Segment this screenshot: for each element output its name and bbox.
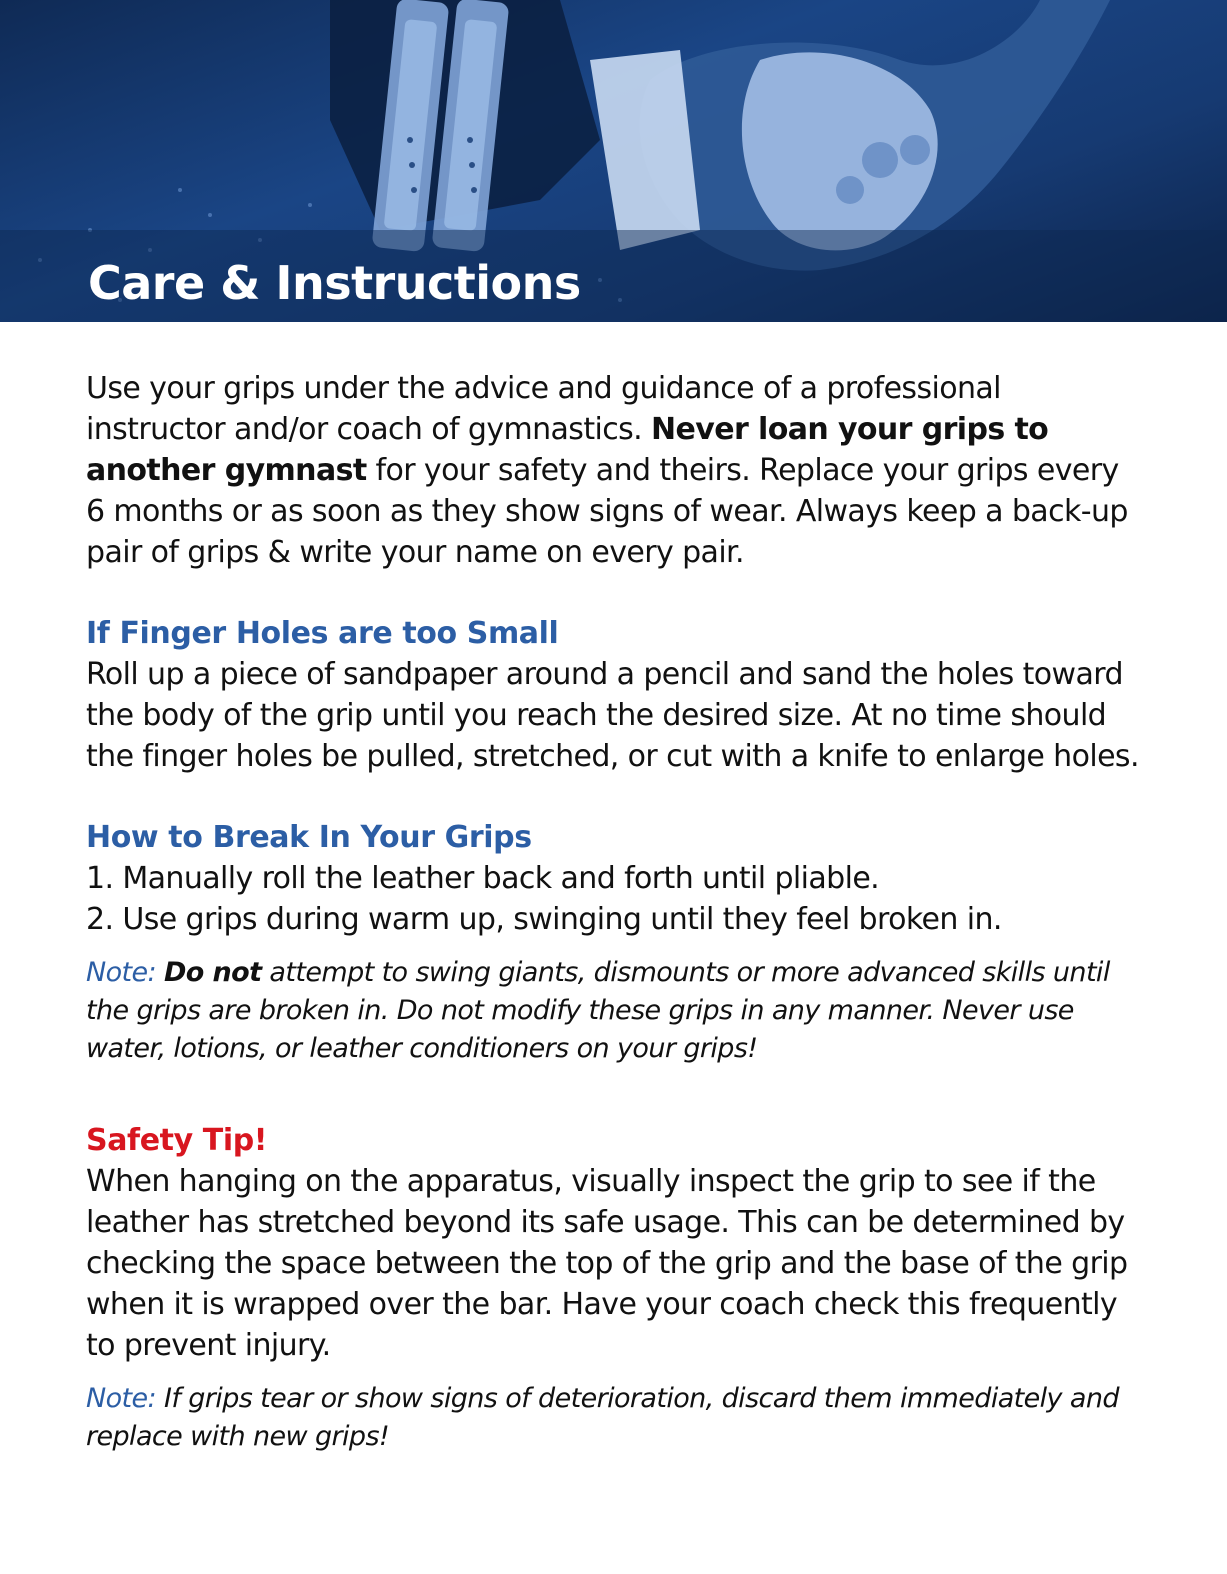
instructions-content <box>86 368 1146 1456</box>
break-in-steps <box>86 858 1146 940</box>
intro-paragraph <box>86 368 1146 573</box>
intro-warning: Never loan your grips to another gymnast <box>86 412 1049 488</box>
intro-text-start: Use your grips under the advice and guidance of a professional instructor and/or coach of gymnastics. <box>86 371 1001 447</box>
safety-tip-heading: Safety Tip! <box>86 1123 268 1158</box>
note-label: Note: <box>86 1383 164 1414</box>
break-in-heading: How to Break In Your Grips <box>86 820 532 855</box>
safety-tip-body: When hanging on the apparatus, visually inspect the grip to see if the leather has stretched beyond its safe usage. This can be determined by checking the space between the top of the grip and the base of the grip when it is wrapped over the bar. Have your coach check this frequently to prevent injury. <box>86 1164 1128 1363</box>
note-text: If grips tear or show signs of deterioration, discard them immediately and replace with new grips! <box>86 1383 1119 1452</box>
hero-banner <box>0 0 1227 322</box>
finger-holes-body: Roll up a piece of sandpaper around a pencil and sand the holes toward the body of the grip until you reach the desired size. At no time should the finger holes be pulled, stretched, or cut with a knife to enlarge holes. <box>86 657 1139 774</box>
safety-note <box>86 1380 1146 1456</box>
page-title: Care & Instructions <box>88 256 581 310</box>
note-emphasis: Do not <box>164 957 262 988</box>
break-in-step: 1. Manually roll the leather back and forth until pliable. <box>86 861 880 896</box>
note-label: Note: <box>86 957 164 988</box>
note-text: attempt to swing giants, dismounts or more advanced skills until the grips are broken in. Do not modify these grips in any manner. Never use water, lotions, or leather conditioners on your grips! <box>86 957 1110 1064</box>
intro-text-end: for your safety and theirs. Replace your grips every 6 months or as soon as they show signs of wear. Always keep a back-up pair of grips & write your name on every pair. <box>86 453 1128 570</box>
break-in-note <box>86 954 1146 1068</box>
break-in-step: 2. Use grips during warm up, swinging until they feel broken in. <box>86 902 1002 937</box>
finger-holes-heading: If Finger Holes are too Small <box>86 616 559 651</box>
